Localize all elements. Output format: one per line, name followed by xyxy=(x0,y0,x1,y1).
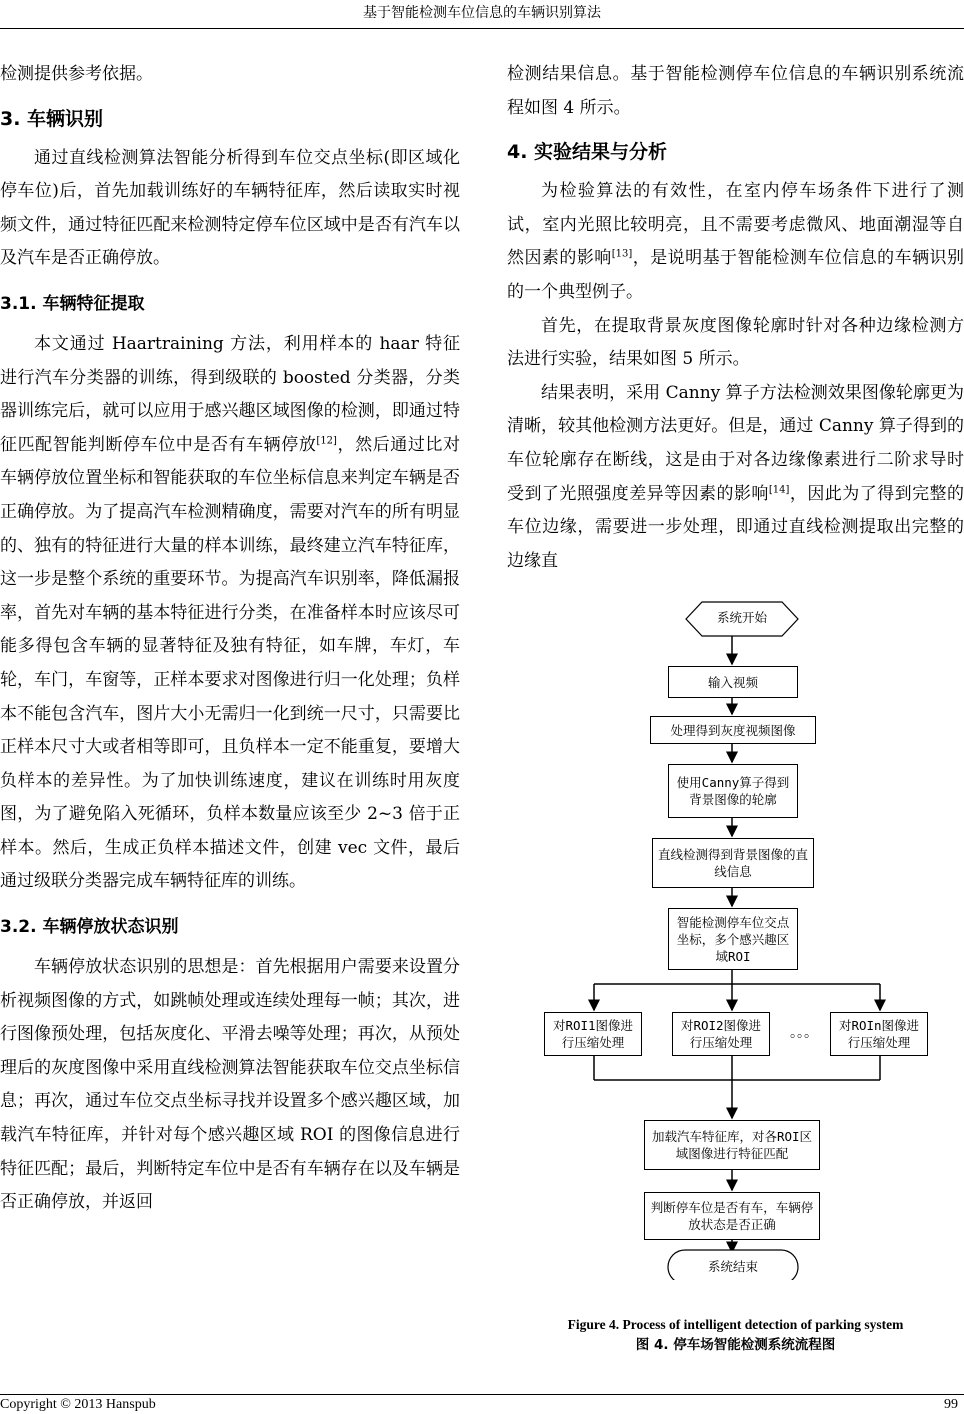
paragraph xyxy=(0,328,460,899)
flow-step-line-detection: 直线检测得到背景图像的直线信息 xyxy=(652,838,814,888)
paragraph: 车辆停放状态识别的思想是：首先根据用户需要来设置分析视频图像的方式，如跳帧处理或连续处理每一帧；其次，进行图像预处理，包括灰度化、平滑去噪等处理；再次，从预处理后的灰度图像中采用直线检测算法智能获取车位交点坐标信息；再次，通过车位交点坐标寻找并设置多个感兴趣区域，加载汽车特征库，并针对每个感兴趣区域 ROI 的图像信息进行特征匹配；最后，判断特定车位中是否有车辆存在以及车辆是否正确停放，并返回 xyxy=(0,957,460,1213)
flow-step-roi1: 对ROI1图像进行压缩处理 xyxy=(544,1012,642,1056)
right-column xyxy=(507,58,964,578)
left-column xyxy=(0,58,460,1220)
paragraph-text: ，然后通过比对车辆停放位置坐标和智能获取的车位坐标信息来判定车辆是否正确停放。为了提高汽车检测精确度，需要对汽车的所有明显的、独有的特征进行大量的样本训练，最终建立汽车特征库，这一步是整个系统的重要环节。为提高汽车识别率，降低漏报率，首先对车辆的基本特征进行分类，在准备样本时应该尽可能多得包含车辆的显著特征及独有特征，如车牌，车灯，车轮，车门，车窗等，正样本要求对图像进行归一化处理；负样本不能包含汽车，图片大小无需归一化到统一尺寸，只需要比正样本尺寸大或者相等即可，且负样本一定不能重复，要增大负样本的差异性。为了加快训练速度，建议在训练时用灰度图，为了避免陷入死循环，负样本数量应该至少 2~3 倍于正样本。然后，生成正负样本描述文件，创建 vec 文件，最后通过级联分类器完成车辆特征库的训练。 xyxy=(0,434,461,892)
citation: [12] xyxy=(316,435,337,447)
figure-caption-zh: 图 4. 停车场智能检测系统流程图 xyxy=(635,1337,836,1353)
subsection-heading-3-2: 3.2. 车辆停放状态识别 xyxy=(0,917,179,938)
flow-step-roi-detection: 智能检测停车位交点坐标，多个感兴趣区域ROI xyxy=(668,908,798,970)
header-rule xyxy=(0,28,964,29)
flow-step-input-video: 输入视频 xyxy=(668,666,798,698)
paragraph-text: ，是说明基于智能检测车位信息的车辆识别的一个典型例子。 xyxy=(507,248,964,302)
paragraph-text: ，因此为了得到完整的车位边缘，需要进一步处理，即通过直线检测提取出完整的边缘直 xyxy=(507,483,964,571)
section-heading-3: 3. 车辆识别 xyxy=(0,107,104,130)
paragraph: 首先，在提取背景灰度图像轮廓时针对各种边缘检测方法进行实验，结果如图 5 所示。 xyxy=(507,315,964,370)
figure-caption-en: Figure 4. Process of intelligent detection of parking system xyxy=(567,1317,904,1332)
start-label: 系统开始 xyxy=(716,610,768,625)
ellipsis-dots: 。。。 xyxy=(790,1025,818,1041)
paragraph-text: 本文通过 Haartraining 方法，利用样本的 haar 特征进行汽车分类器的训练，得到级联的 boosted 分类器，分类器训练完后，就可以应用于感兴趣区域图像的检测，即通过特征匹配智能判断停车位中是否有车辆停放 xyxy=(0,333,460,455)
paragraph-text: 为检验算法的有效性，在室内停车场条件下进行了测试，室内光照比较明亮，且不需要考虑微风、地面潮湿等自然因素的影响 xyxy=(507,181,964,269)
flow-step-canny: 使用Canny算子得到背景图像的轮廓 xyxy=(668,764,798,818)
page-number: 99 xyxy=(944,1397,958,1412)
paragraph xyxy=(507,377,964,579)
end-label: 系统结束 xyxy=(707,1259,759,1274)
footer-copyright: Copyright © 2013 Hanspub xyxy=(0,1397,156,1412)
paragraph-text: 结果表明，采用 Canny 算子方法检测效果图像轮廓更为清晰，较其他检测方法更好。但是，通过 Canny 算子得到的车位轮廓存在断线，这是由于对各边缘像素进行二阶求导时受到了光照强度差异等因素的影响 xyxy=(507,382,964,504)
citation: [13] xyxy=(611,248,633,260)
paragraph: 检测结果信息。基于智能检测停车位信息的车辆识别系统流程如图 4 所示。 xyxy=(507,64,964,118)
paragraph: 通过直线检测算法智能分析得到车位交点坐标(即区域化停车位)后，首先加载训练好的车辆特征库，然后读取实时视频文件，通过特征匹配来检测特定停车位区域中是否有汽车以及汽车是否正确停放。 xyxy=(0,147,460,269)
citation: [14] xyxy=(768,483,790,495)
flow-step-judge-parking: 判断停车位是否有车，车辆停放状态是否正确 xyxy=(644,1192,820,1240)
paragraph xyxy=(507,175,964,309)
footer-rule xyxy=(0,1394,964,1395)
flow-step-feature-matching: 加载汽车特征库，对各ROI区域图像进行特征匹配 xyxy=(644,1120,820,1170)
subsection-heading-3-1: 3.1. 车辆特征提取 xyxy=(0,293,145,314)
flow-step-roi2: 对ROI2图像进行压缩处理 xyxy=(672,1012,770,1056)
paragraph: 检测提供参考依据。 xyxy=(0,64,153,84)
section-heading-4: 4. 实验结果与分析 xyxy=(507,141,668,164)
flow-step-grayscale: 处理得到灰度视频图像 xyxy=(650,716,816,744)
flowchart-figure xyxy=(540,600,940,1280)
flow-step-roin: 对ROIn图像进行压缩处理 xyxy=(830,1012,928,1056)
running-header: 基于智能检测车位信息的车辆识别算法 xyxy=(363,5,601,21)
